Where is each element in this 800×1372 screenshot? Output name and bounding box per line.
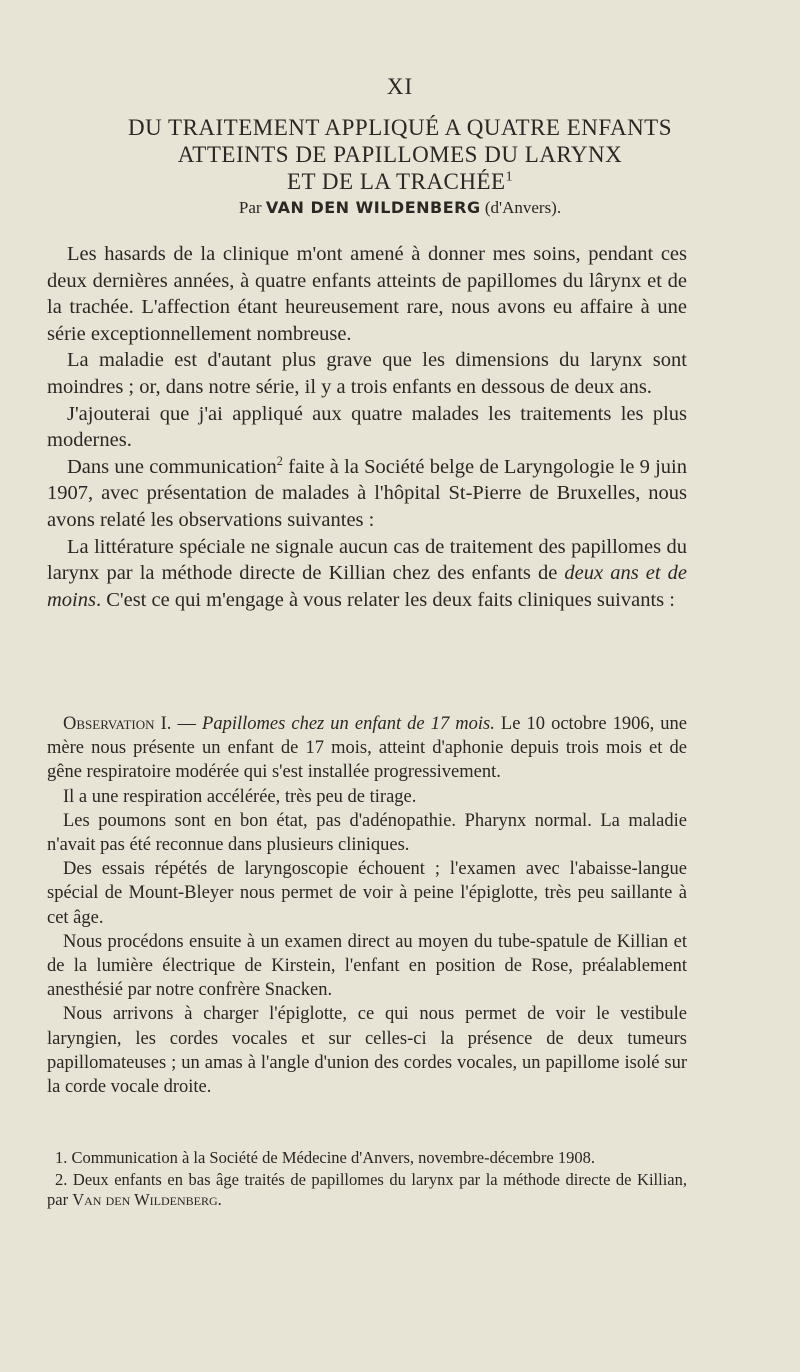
article-title xyxy=(40,114,760,195)
footnote-2-author: Van den Wildenberg xyxy=(72,1190,218,1210)
byline-prefix: Par xyxy=(238,198,262,217)
paragraph-5-end: . C'est ce qui m'engage à vous relater les deux faits cliniques suivants : xyxy=(95,588,675,611)
paragraph-3: J'ajouterai que j'ai appliqué aux quatre malades les traitements les plus modernes. xyxy=(47,402,687,452)
observation-paragraph-5: Nous procédons ensuite à un examen direct au moyen du tube-spatule de Killian et de la lumière électrique de Kirstein, l'enfant en position de Rose, préalablement anesthésié par notre confrère Snacken. xyxy=(47,931,687,1001)
title-line-3-text: ET DE LA TRACHÉE xyxy=(286,169,506,194)
paragraph-4 xyxy=(47,454,687,534)
observation-paragraph-2: Il a une respiration accélérée, très peu de tirage. xyxy=(63,786,417,807)
observation-paragraph-6: Nous arrivons à charger l'épiglotte, ce qui nous permet de voir le vestibule laryngien, les cordes vocales et sur celles-ci la présence de deux tumeurs papillomateuses ; un amas à l'angle d'union des cordes vocales, un papillome isolé sur la corde vocale droite. xyxy=(47,1004,687,1098)
observation-label: Observation I. xyxy=(63,714,172,734)
title-footnote-mark: 1 xyxy=(505,168,514,184)
paragraph-4-start: Dans une communication xyxy=(67,455,277,478)
title-line-3 xyxy=(40,168,760,195)
footnote-2-text: 2. Deux enfants en bas âge traités de papillomes du larynx par la méthode directe de Killian, par xyxy=(47,1169,687,1210)
main-text xyxy=(47,241,687,613)
observation-title: Papillomes chez un enfant de 17 mois. xyxy=(202,714,495,734)
paragraph-5-start: La littérature spéciale ne signale aucun cas de traitement des papillomes du larynx par la méthode directe de Killian chez des enfants de xyxy=(47,535,687,585)
observation-section xyxy=(47,712,687,1099)
author-name: VAN DEN WILDENBERG xyxy=(265,198,481,217)
observation-text-1: Le 10 octobre 1906, une mère nous présente un enfant de 17 mois, atteint d'aphonie depuis trois mois et de gêne respiratoire modérée qui s'est installée progressivement. xyxy=(47,714,688,783)
author-affiliation: (d'Anvers). xyxy=(484,198,562,217)
observation-paragraph-4: Des essais répétés de laryngoscopie échouent ; l'examen avec l'abaisse-langue spécial de Mount-Bleyer nous permet de voir à peine l'épiglotte, très peu saillante à cet âge. xyxy=(47,859,687,928)
chapter-number: XI xyxy=(386,74,414,99)
title-line-1: DU TRAITEMENT APPLIQUÉ A QUATRE ENFANTS xyxy=(127,115,673,140)
observation-dash: — xyxy=(171,714,203,734)
footnote-1: 1. Communication à la Société de Médecine d'Anvers, novembre-décembre 1908. xyxy=(55,1148,595,1167)
byline xyxy=(0,198,800,218)
footnotes xyxy=(47,1148,687,1212)
paragraph-4-end: faite à la Société belge de Laryngologie le 9 juin 1907, avec présentation de malades à l'hôpital St-Pierre de Bruxelles, nous avons relaté les observations suivantes : xyxy=(47,455,687,531)
paragraph-1: Les hasards de la clinique m'ont amené à donner mes soins, pendant ces deux dernières années, à quatre enfants atteints de papillomes du lârynx et de la trachée. L'affection étant heureusement rare, nous avons eu affaire à une série exceptionnellement nombreuse. xyxy=(47,243,687,345)
observation-paragraph-1 xyxy=(47,712,687,785)
paragraph-5 xyxy=(47,534,687,614)
footnote-2-end: . xyxy=(217,1190,222,1210)
title-line-2: ATTEINTS DE PAPILLOMES DU LARYNX xyxy=(177,142,623,167)
footnote-2 xyxy=(47,1170,687,1211)
footnote-mark-2: 2 xyxy=(276,453,283,468)
observation-paragraph-3: Les poumons sont en bon état, pas d'adénopathie. Pharynx normal. La maladie n'avait pas été reconnue dans plusieurs cliniques. xyxy=(47,810,687,856)
paragraph-5-italic: deux ans et de moins xyxy=(47,562,687,611)
paragraph-2: La maladie est d'autant plus grave que les dimensions du larynx sont moindres ; or, dans notre série, il y a trois enfants en dessous de deux ans. xyxy=(47,349,687,398)
